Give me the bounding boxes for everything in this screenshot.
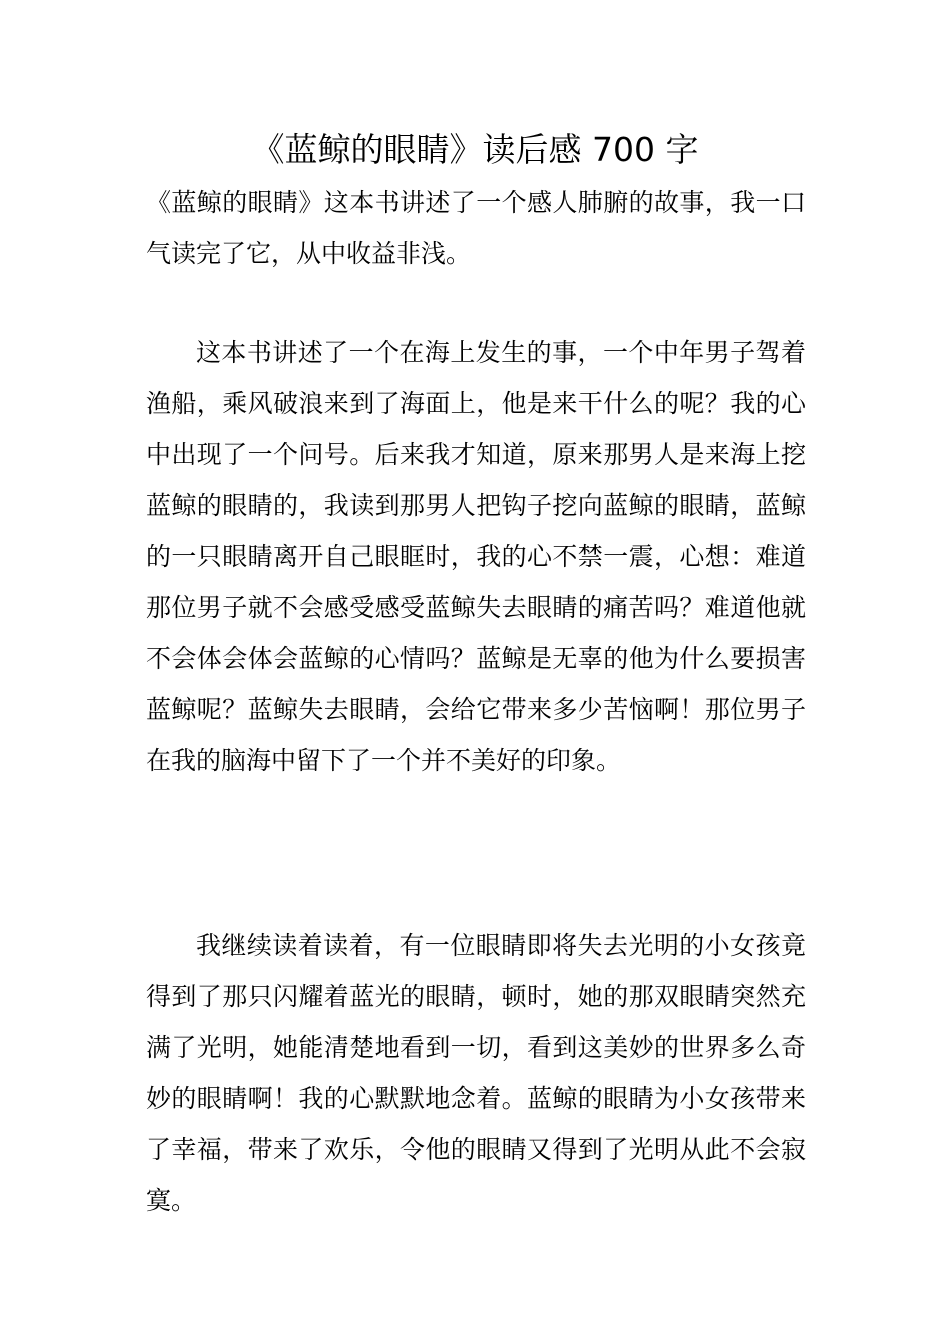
paragraph-continuation: 我继续读着读着，有一位眼睛即将失去光明的小女孩竟得到了那只闪耀着蓝光的眼睛，顿时，她的那双眼睛突然充满了光明，她能清楚地看到一切，看到这美妙的世界多么奇妙的眼睛啊！我的心默默地念着。蓝鲸的眼睛为小女孩带来了幸福，带来了欢乐，令他的眼睛又得到了光明从此不会寂寞。	[146, 931, 806, 1215]
paragraph-intro: 《蓝鲸的眼睛》这本书讲述了一个感人肺腑的故事，我一口气读完了它，从中收益非浅。	[146, 188, 806, 268]
document-title: 《蓝鲸的眼睛》读后感 700 字	[251, 130, 699, 169]
paragraph-story: 这本书讲述了一个在海上发生的事，一个中年男子驾着渔船，乘风破浪来到了海面上，他是来干什么的呢？我的心中出现了一个问号。后来我才知道，原来那男人是来海上挖蓝鲸的眼睛的，我读到那男人把钩子挖向蓝鲸的眼睛，蓝鲸的一只眼睛离开自己眼眶时，我的心不禁一震，心想：难道那位男子就不会感受感受蓝鲸失去眼睛的痛苦吗？难道他就不会体会体会蓝鲸的心情吗？蓝鲸是无辜的他为什么要损害蓝鲸呢？蓝鲸失去眼睛，会给它带来多少苦恼啊！那位男子在我的脑海中留下了一个并不美好的印象。	[146, 338, 806, 775]
